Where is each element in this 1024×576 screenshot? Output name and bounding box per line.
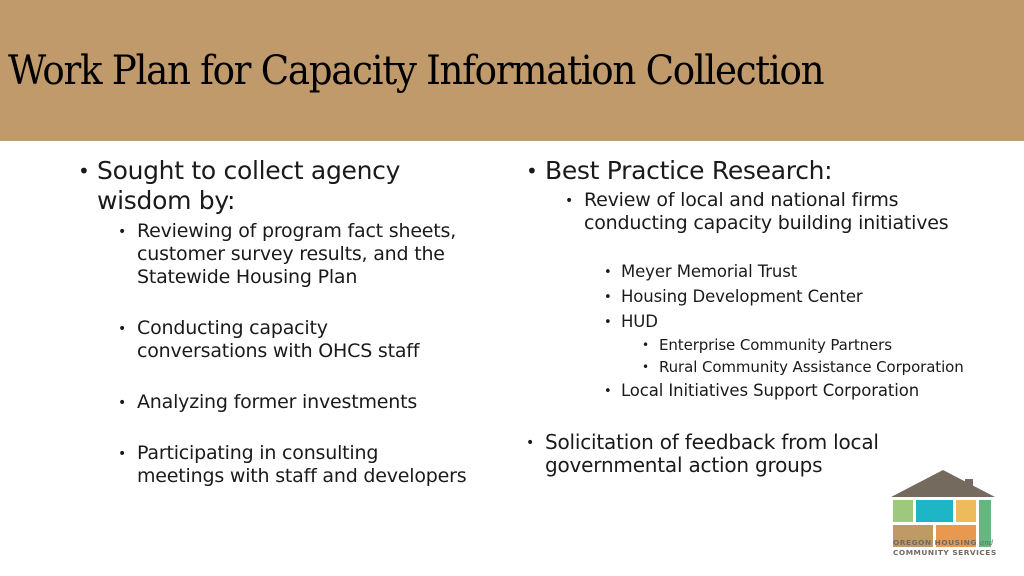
list-item-reviewing: • Reviewing of program fact sheets, customer survey results, and the Statewide Housing Plan	[118, 220, 457, 288]
left-sublist	[76, 220, 516, 488]
org-hud: • HUD	[601, 309, 1004, 334]
bullet-icon: •	[604, 290, 612, 305]
bullet-icon: •	[604, 315, 612, 330]
org-enterprise-community-partners: • Enterprise Community Partners	[642, 336, 892, 354]
bullet-icon: •	[604, 265, 612, 280]
right-column	[524, 156, 1004, 477]
bullet-icon: •	[642, 360, 649, 374]
bullet-icon: •	[118, 224, 127, 240]
org-rural-community-assistance: • Rural Community Assistance Corporation	[642, 358, 964, 376]
bullet-icon: •	[604, 384, 612, 399]
bullet-icon: •	[526, 159, 538, 183]
ohcs-logo-text: OREGON HOUSING and COMMUNITY SERVICES	[893, 538, 997, 557]
bullet-icon: •	[78, 159, 90, 183]
list-item-conducting: • Conducting capacity conversations with OHCS staff	[118, 317, 420, 362]
list-item-analyzing: • Analyzing former investments	[118, 391, 418, 413]
bullet-icon: •	[642, 338, 649, 352]
org-housing-development-center: • Housing Development Center	[601, 284, 1004, 309]
title-banner	[0, 0, 1024, 141]
bullet-icon: •	[118, 395, 127, 411]
right-sublist	[524, 189, 1004, 403]
org-meyer-memorial-trust: • Meyer Memorial Trust	[601, 259, 1004, 284]
slide-title: Work Plan for Capacity Information Collection	[8, 48, 824, 94]
list-item-review-firms: • Review of local and national firms conducting capacity building initiatives	[565, 189, 949, 234]
org-lisc: • Local Initiatives Support Corporation	[601, 378, 1004, 403]
org-list	[563, 259, 1004, 403]
bullet-sought-to-collect: • Sought to collect agency wisdom by:	[78, 156, 401, 215]
hud-sublist	[601, 334, 1004, 378]
list-item-participating: • Participating in consulting meetings with staff and developers	[118, 442, 467, 487]
bullet-icon: •	[526, 435, 535, 451]
bullet-best-practice: • Best Practice Research:	[526, 156, 833, 185]
bullet-solicitation: • Solicitation of feedback from local governmental action groups	[526, 430, 879, 477]
bullet-icon: •	[118, 446, 127, 462]
left-column	[76, 156, 516, 488]
bullet-icon: •	[118, 321, 127, 337]
bullet-icon: •	[565, 193, 574, 209]
